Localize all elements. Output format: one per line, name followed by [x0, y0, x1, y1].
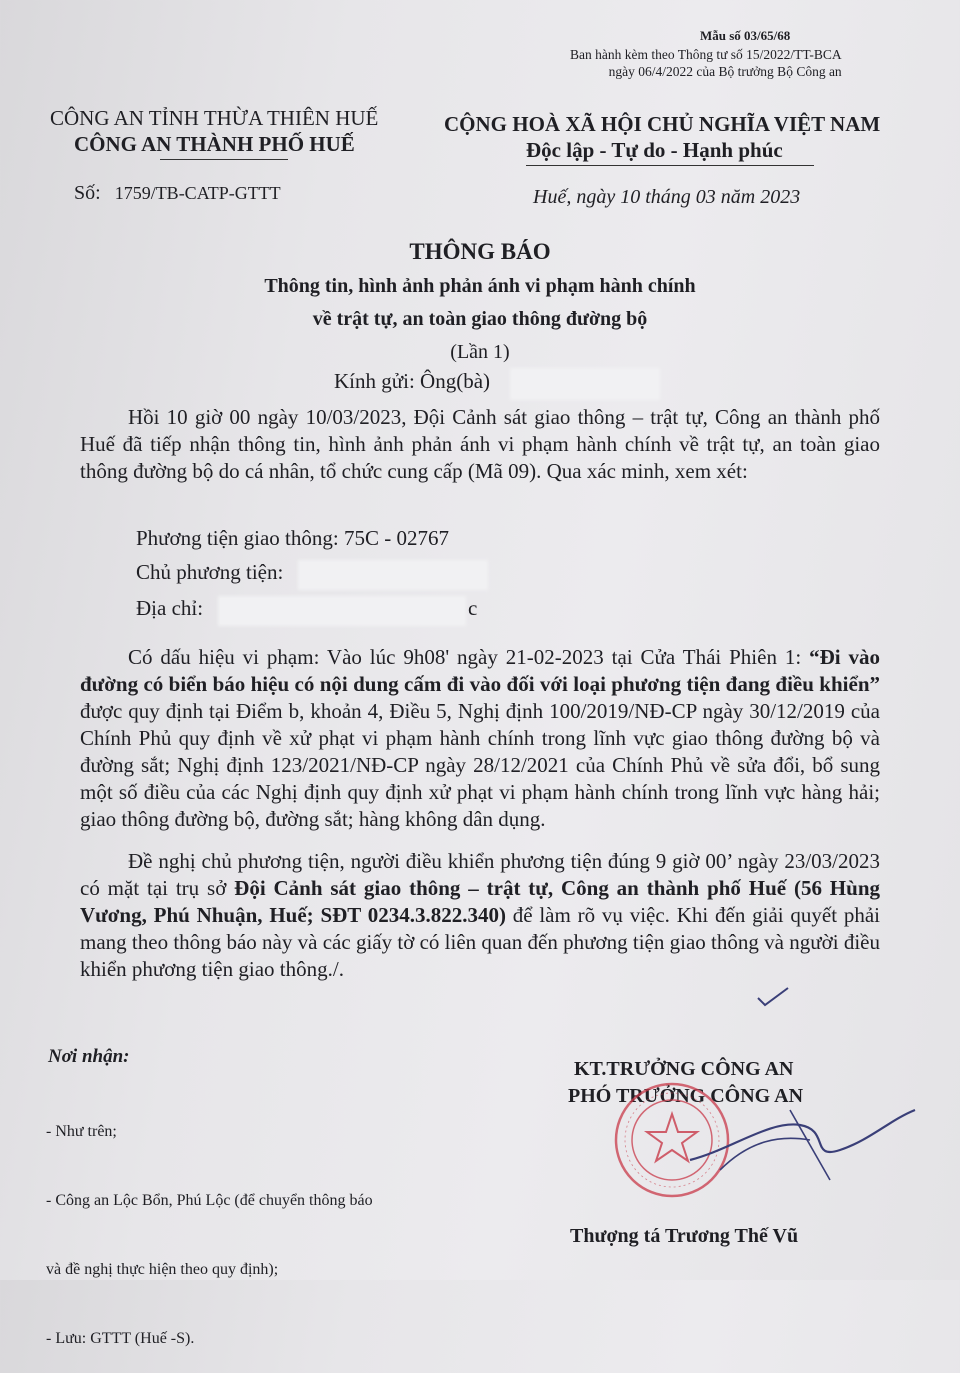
address-tail: c	[468, 596, 478, 620]
vehicle-plate: 75C - 02767	[343, 526, 449, 550]
handwritten-tick-icon	[756, 986, 790, 1008]
sign-title-1: KT.TRƯỞNG CÔNG AN	[574, 1058, 794, 1080]
org-parent: CÔNG AN TỈNH THỪA THIÊN HUẾ	[50, 106, 379, 130]
org-underline	[160, 159, 288, 160]
recipient-item: - Như trên;	[46, 1123, 117, 1140]
owner-label: Chủ phương tiện:	[136, 560, 284, 584]
sign-title-2: PHÓ TRƯỞNG CÔNG AN	[568, 1085, 804, 1107]
address-field	[136, 596, 203, 621]
doc-number-line	[74, 182, 281, 205]
place-date: Huế, ngày 10 tháng 03 năm 2023	[533, 186, 801, 208]
vehicle-label: Phương tiện giao thông:	[136, 526, 339, 550]
recipient-item: - Lưu: GTTT (Huế -S).	[46, 1330, 195, 1347]
form-issued-note	[570, 46, 842, 80]
form-number: Mẫu số 03/65/68	[700, 28, 791, 43]
violation-intro: Có dấu hiệu vi phạm: Vào lúc 9h08' ngày 21-02-2023 tại Cửa Thái Phiên 1:	[128, 645, 802, 669]
signer-name: Thượng tá Trương Thế Vũ	[570, 1225, 799, 1247]
form-issued-line1: Ban hành kèm theo Thông tư số 15/2022/TT-BCA	[570, 47, 842, 62]
redacted-owner-name	[300, 562, 486, 588]
violation-legal-basis: được quy định tại Điểm b, khoản 4, Điều 5, Nghị định 100/2019/NĐ-CP ngày 30/12/2019 của Chính Phủ quy định về xử phạt vi phạm hành chính trong lĩnh vực giao thông đường bộ và đường sắt; Nghị định 123/2021/NĐ-CP ngày 28/12/2021 của Chính Phủ về sửa đổi, bổ sung một số điều của các Nghị định quy định xử phạt vi phạm hành chính trong lĩnh vực hàng hải; giao thông đường bộ, đường sắt; hàng không dân dụng.	[80, 699, 880, 831]
doc-subtitle-line2: về trật tự, an toàn giao thông đường bộ	[312, 308, 648, 330]
recipients-title: Nơi nhận:	[48, 1046, 130, 1067]
redacted-recipient-name	[512, 370, 658, 398]
vehicle-field	[136, 526, 449, 551]
violation-description: “Đi vào đường có biển báo hiệu có nội dung cấm đi vào đối với loại phương tiện đang điều khiển”	[80, 645, 881, 696]
handwritten-signature-icon	[680, 1080, 920, 1190]
owner-field	[136, 560, 283, 585]
form-issued-line2: ngày 06/4/2022 của Bộ trưởng Bộ Công an	[608, 64, 842, 79]
nation-name: CỘNG HOÀ XÃ HỘI CHỦ NGHĨA VIỆT NAM	[444, 112, 881, 136]
request-paragraph	[80, 848, 880, 983]
doc-subtitle-line1: Thông tin, hình ảnh phản ánh vi phạm hành chính	[264, 275, 696, 297]
doc-number: 1759/TB-CATP-GTTT	[114, 183, 281, 203]
doc-title: THÔNG BÁO	[409, 239, 551, 264]
recipient-item: - Công an Lộc Bổn, Phú Lộc (để chuyển thông báo	[46, 1192, 373, 1209]
recipient-line: Kính gửi: Ông(bà)	[334, 369, 491, 393]
body-paragraph-1: Hồi 10 giờ 00 ngày 10/03/2023, Đội Cảnh sát giao thông – trật tự, Công an thành phố Huế đã tiếp nhận thông tin, hình ảnh phản ánh vi phạm hành chính về trật tự, an toàn giao thông đường bộ do cá nhân, tổ chức cung cấp (Mã 09). Qua xác minh, xem xét:	[80, 405, 880, 483]
request-start: Đề nghị chủ phương tiện, người điều khiển phương tiện đúng 9 giờ 00’ ngày 23/03/2023 có mặt tại trụ sở	[80, 849, 880, 900]
org-unit: CÔNG AN THÀNH PHỐ HUẾ	[74, 132, 355, 156]
request-location: Đội Cảnh sát giao thông – trật tự, Công an thành phố Huế (56 Hùng Vương, Phú Nhuận, Huế; SĐT 0234.3.822.340)	[80, 876, 880, 927]
address-label: Địa chỉ:	[136, 596, 204, 620]
violation-paragraph	[80, 644, 880, 833]
doc-number-label: Số:	[74, 182, 101, 204]
recipients-list	[46, 1074, 373, 1373]
recipient-item: và đề nghị thực hiện theo quy định);	[46, 1261, 279, 1278]
motto-underline	[526, 165, 814, 166]
redacted-address	[220, 598, 464, 624]
request-end: để làm rõ vụ việc. Khi đến giải quyết phải mang theo thông báo này và các giấy tờ có liên quan đến phương tiện giao thông và người điều khiển phương tiện giao thông./.	[80, 903, 880, 981]
doc-round: (Lần 1)	[450, 341, 510, 363]
nation-motto: Độc lập - Tự do - Hạnh phúc	[526, 138, 783, 162]
